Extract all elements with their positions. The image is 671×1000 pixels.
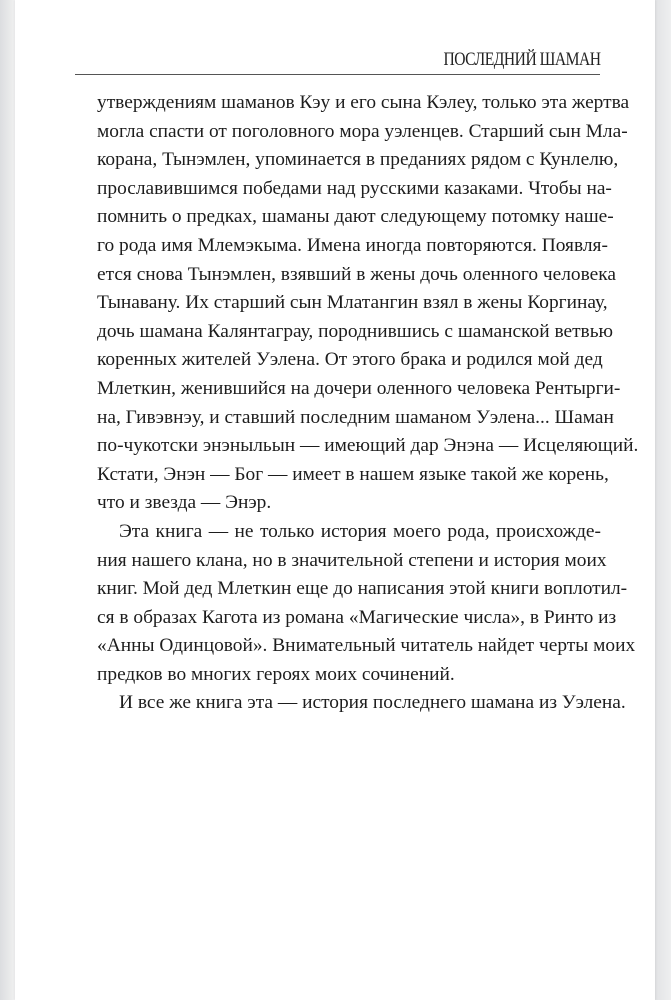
- text-line: Кстати, Энэн — Бог — имеет в нашем языке такой же корень,: [97, 463, 609, 485]
- text-line: что и звезда — Энэр.: [97, 492, 272, 514]
- paragraph-1: [97, 89, 639, 518]
- body-text: [97, 89, 639, 718]
- text-line: «Анны Одинцовой». Внимательный читатель найдет черты моих: [97, 635, 636, 657]
- text-line: коренных жителей Уэлена. От этого брака и родился мой дед: [97, 349, 603, 371]
- text-line: предков во многих героях моих сочинений.: [97, 663, 455, 685]
- text-line: ется снова Тынэмлен, взявший в жены дочь оленного человека: [97, 263, 617, 285]
- text-line: Млеткин, женившийся на дочери оленного человека Рентырги-: [97, 377, 621, 399]
- right-gutter: [655, 0, 671, 1000]
- text-line: по-чукотски энэныльын — имеющий дар Энэна — Исцеляющий.: [97, 435, 639, 457]
- text-line: дочь шамана Калянтаграу, породнившись с шаманской ветвью: [97, 320, 614, 342]
- text-line: прославившимся победами над русскими казаками. Чтобы на-: [97, 177, 612, 199]
- text-line: го рода имя Млемэкыма. Имена иногда повторяются. Появля-: [97, 234, 608, 256]
- text-line: ния нашего клана, но в значительной степени и история моих: [97, 549, 607, 571]
- running-header-title: ПОСЛЕДНИЙ ШАМАН: [442, 49, 600, 70]
- book-page: [15, 0, 655, 1000]
- paragraph-2: [97, 518, 636, 690]
- paragraph-3: [97, 689, 626, 718]
- text-line: И все же книга эта — история последнего шамана из Уэлена.: [119, 692, 626, 714]
- text-line: Тынавану. Их старший сын Млатангин взял в жены Коргинау,: [97, 292, 608, 314]
- text-line: помнить о предках, шаманы дают следующему потомку наше-: [97, 206, 614, 228]
- text-line: утверждениям шаманов Кэу и его сына Кэлеу, только эта жертва: [97, 92, 630, 113]
- text-line: Эта книга — не только история моего рода, происхожде-: [119, 520, 601, 542]
- running-header: [75, 49, 600, 75]
- text-line: могла спасти от поголовного мора уэленцев. Старший сын Мла-: [97, 120, 628, 142]
- text-line: книг. Мой дед Млеткин еще до написания этой книги воплотил-: [97, 578, 628, 600]
- text-line: ся в образах Кагота из романа «Магические числа», в Ринто из: [97, 606, 617, 628]
- text-line: корана, Тынэмлен, упоминается в преданиях рядом с Кунлелю,: [97, 149, 619, 171]
- text-line: на, Гивэвнэу, и ставший последним шаманом Уэлена... Шаман: [97, 406, 614, 428]
